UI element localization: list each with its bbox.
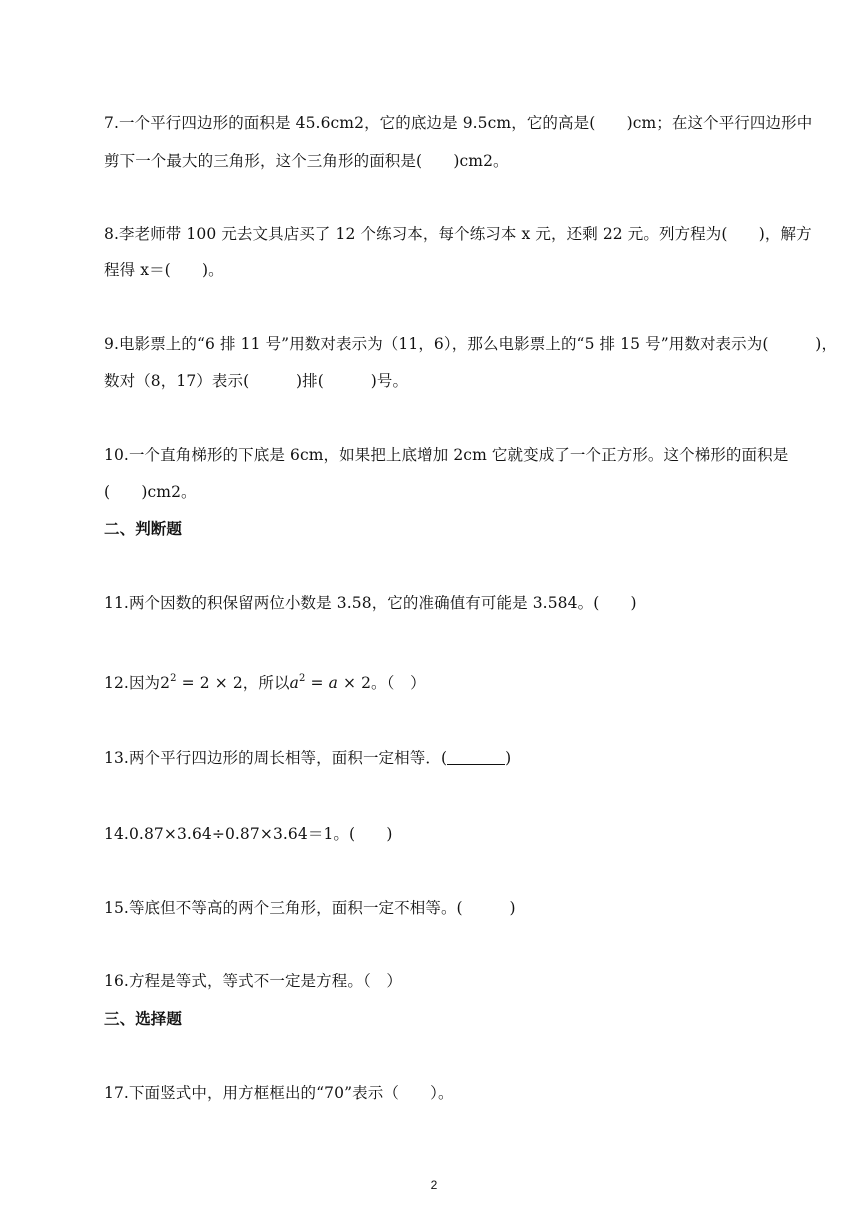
question-9-line-1: 9.电影票上的“6 排 11 号”用数对表示为（11，6），那么电影票上的“5 排 15 号”用数对表示为( )， (104, 335, 838, 353)
question-7-line-2: 剪下一个最大的三角形，这个三角形的面积是( )cm2。 (104, 152, 509, 170)
question-14: 14.0.87×3.64÷0.87×3.64＝1。( ) (104, 825, 393, 843)
question-9-line-2: 数对（8，17）表示( )排( )号。 (104, 372, 409, 390)
question-12-equals: = (305, 674, 329, 692)
question-12 (104, 673, 426, 693)
question-12-exponent-1: 2 (170, 673, 177, 684)
question-13 (104, 748, 511, 768)
question-13-close: ) (505, 749, 512, 767)
section-heading-judgement: 二、判断题 (104, 519, 183, 538)
question-12-rhs-2: × 2。（ ） (337, 674, 426, 692)
question-12-prefix: 12.因为 (104, 674, 161, 692)
question-17: 17.下面竖式中，用方框框出的“70”表示（ ）。 (104, 1084, 454, 1102)
question-11: 11.两个因数的积保留两位小数是 3.58，它的准确值有可能是 3.584。( ) (104, 594, 637, 612)
question-12-variable-a: a (289, 674, 299, 692)
question-15: 15.等底但不等高的两个三角形，面积一定不相等。( ) (104, 899, 516, 917)
answer-blank (447, 750, 505, 765)
question-13-text: 13.两个平行四边形的周长相等，面积一定相等．( (104, 749, 448, 767)
section-heading-choice: 三、选择题 (104, 1009, 183, 1028)
question-16: 16.方程是等式，等式不一定是方程。（ ） (104, 972, 403, 990)
question-10-line-1: 10.一个直角梯形的下底是 6cm，如果把上底增加 2cm 它就变成了一个正方形。这个梯形的面积是 (104, 446, 789, 464)
question-7-line-1: 7.一个平行四边形的面积是 45.6cm2，它的底边是 9.5cm，它的高是( )cm；在这个平行四边形中 (104, 114, 813, 132)
question-8-line-1: 8.李老师带 100 元去文具店买了 12 个练习本，每个练习本 x 元，还剩 22 元。列方程为( )，解方 (104, 225, 812, 243)
question-12-rhs-1: = 2 × 2，所以 (176, 674, 290, 692)
question-12-exponent-2: 2 (298, 673, 306, 684)
question-10-line-2: ( )cm2。 (104, 483, 197, 501)
question-12-base-1: 2 (160, 674, 171, 692)
page-number: 2 (430, 1178, 438, 1192)
question-12-variable-a-2: a (328, 674, 338, 692)
question-8-line-2: 程得 x＝( )。 (104, 261, 224, 279)
